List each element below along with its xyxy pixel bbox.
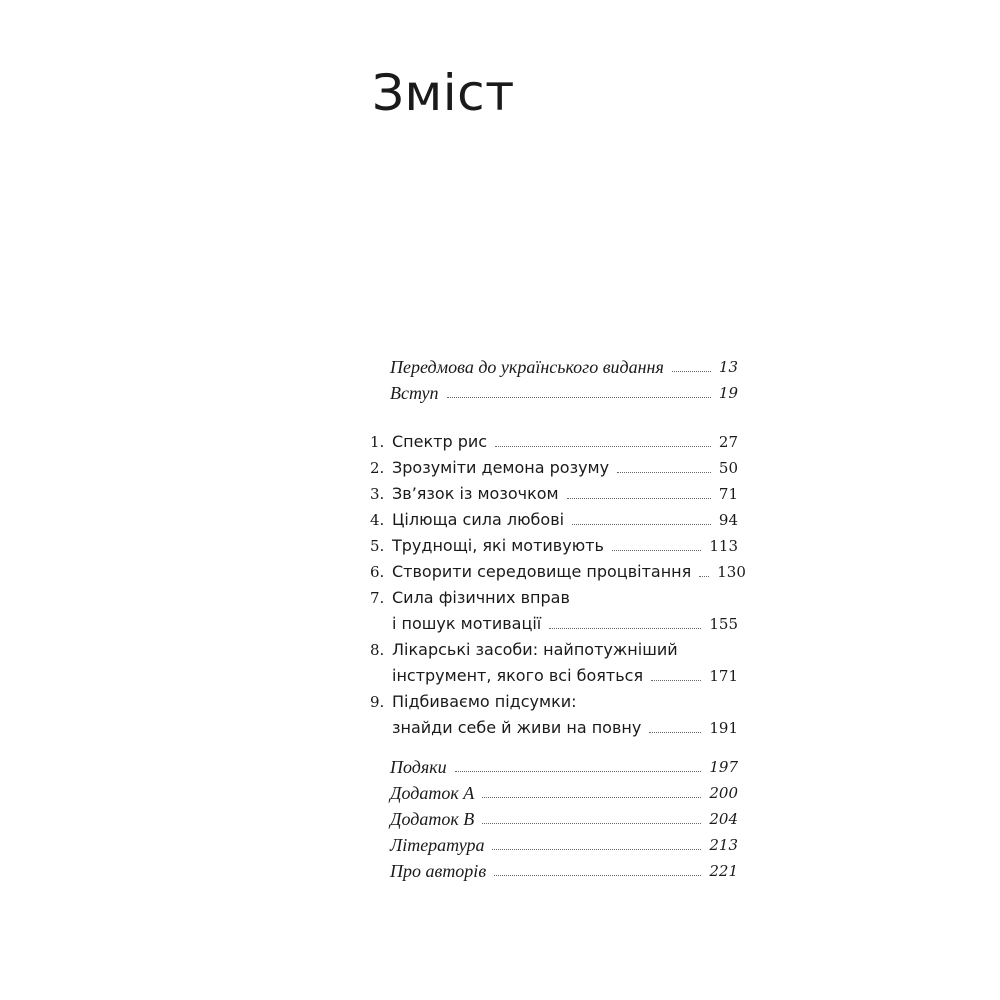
- toc-entry: [370, 778, 738, 804]
- toc-entry: [370, 830, 738, 856]
- toc-chapter: [370, 505, 738, 531]
- leader-dots: [672, 371, 711, 372]
- toc-entry-title: Зрозуміти демона розуму: [392, 458, 610, 477]
- toc-entry-title: Зв’язок із мозочком: [392, 484, 559, 503]
- leader-dots: [572, 524, 711, 525]
- toc-entry-title: Передмова до українського видання: [390, 357, 664, 377]
- toc-chapter: [370, 583, 738, 609]
- toc-entry-title: Труднощі, які мотивують: [392, 536, 604, 555]
- toc-entry-title: Додаток А: [390, 783, 475, 803]
- toc-chapter: [370, 557, 746, 583]
- toc-entry-title: Додаток В: [390, 809, 475, 829]
- toc-chapter: [370, 635, 738, 661]
- leader-dots: [549, 628, 701, 629]
- chapter-number: 9.: [370, 693, 385, 711]
- leader-dots: [447, 397, 711, 398]
- leader-dots: [567, 498, 711, 499]
- toc-page-number: 71: [718, 485, 738, 503]
- toc-entry-title-line2: знайди себе й живи на повну: [392, 718, 642, 737]
- toc-page-number: 13: [718, 358, 738, 376]
- leader-dots: [612, 550, 701, 551]
- toc-entry-title: Створити середовище процвітання: [392, 562, 692, 581]
- leader-dots: [482, 797, 701, 798]
- toc-entry: [370, 804, 738, 830]
- toc-entry-title: Лікарські засоби: найпотужніший: [392, 640, 678, 659]
- toc-page-number: 50: [718, 459, 738, 477]
- toc-page-number: 113: [709, 537, 738, 555]
- page-title: Зміст: [372, 64, 515, 122]
- toc-entry-title-line2: і пошук мотивації: [392, 614, 542, 633]
- chapter-number: 3.: [370, 485, 385, 503]
- toc-entry: [370, 352, 738, 378]
- leader-dots: [649, 732, 701, 733]
- leader-dots: [617, 472, 711, 473]
- toc-entry-title: Про авторів: [390, 861, 487, 881]
- toc-entry-title: Сила фізичних вправ: [392, 588, 570, 607]
- chapter-number: 5.: [370, 537, 385, 555]
- chapter-number: 1.: [370, 433, 385, 451]
- toc-page-number: 155: [709, 615, 738, 633]
- toc-chapter: [370, 687, 738, 713]
- toc-page-number: 130: [717, 563, 746, 581]
- toc-chapter: [370, 453, 738, 479]
- toc-entry-title: Вступ: [390, 383, 439, 403]
- toc-entry: [370, 856, 738, 882]
- toc-entry-title: Цілюща сила любові: [392, 510, 565, 529]
- leader-dots: [651, 680, 701, 681]
- toc-page-number: 94: [718, 511, 738, 529]
- toc-page-number: 191: [709, 719, 738, 737]
- toc-page-number: 204: [709, 810, 738, 828]
- toc-entry: [370, 378, 738, 404]
- toc-entry-title: Література: [390, 835, 485, 855]
- toc-entry-title: Підбиваємо підсумки:: [392, 692, 577, 711]
- toc-chapter: [370, 531, 738, 557]
- toc-entry-title: Подяки: [390, 757, 447, 777]
- leader-dots: [494, 875, 701, 876]
- toc-chapter-continuation: [370, 661, 738, 687]
- chapter-number: 8.: [370, 641, 385, 659]
- leader-dots: [492, 849, 701, 850]
- toc-page-number: 213: [709, 836, 738, 854]
- toc-entry-title-line2: інструмент, якого всі бояться: [392, 666, 644, 685]
- toc-chapter: [370, 427, 738, 453]
- toc-chapter: [370, 479, 738, 505]
- toc-page-number: 200: [709, 784, 738, 802]
- toc-page-number: 171: [709, 667, 738, 685]
- chapter-number: 2.: [370, 459, 385, 477]
- toc-chapter-continuation: [370, 713, 738, 739]
- toc-chapter-continuation: [370, 609, 738, 635]
- toc-page-number: 221: [709, 862, 738, 880]
- chapter-number: 6.: [370, 563, 385, 581]
- toc-page-number: 27: [718, 433, 738, 451]
- leader-dots: [482, 823, 701, 824]
- toc-page-number: 19: [718, 384, 738, 402]
- toc-entry: [370, 752, 738, 778]
- toc-entry-title: Спектр рис: [392, 432, 488, 451]
- chapter-number: 7.: [370, 589, 385, 607]
- leader-dots: [495, 446, 711, 447]
- leader-dots: [699, 576, 709, 577]
- leader-dots: [455, 771, 702, 772]
- toc-page-number: 197: [709, 758, 738, 776]
- chapter-number: 4.: [370, 511, 385, 529]
